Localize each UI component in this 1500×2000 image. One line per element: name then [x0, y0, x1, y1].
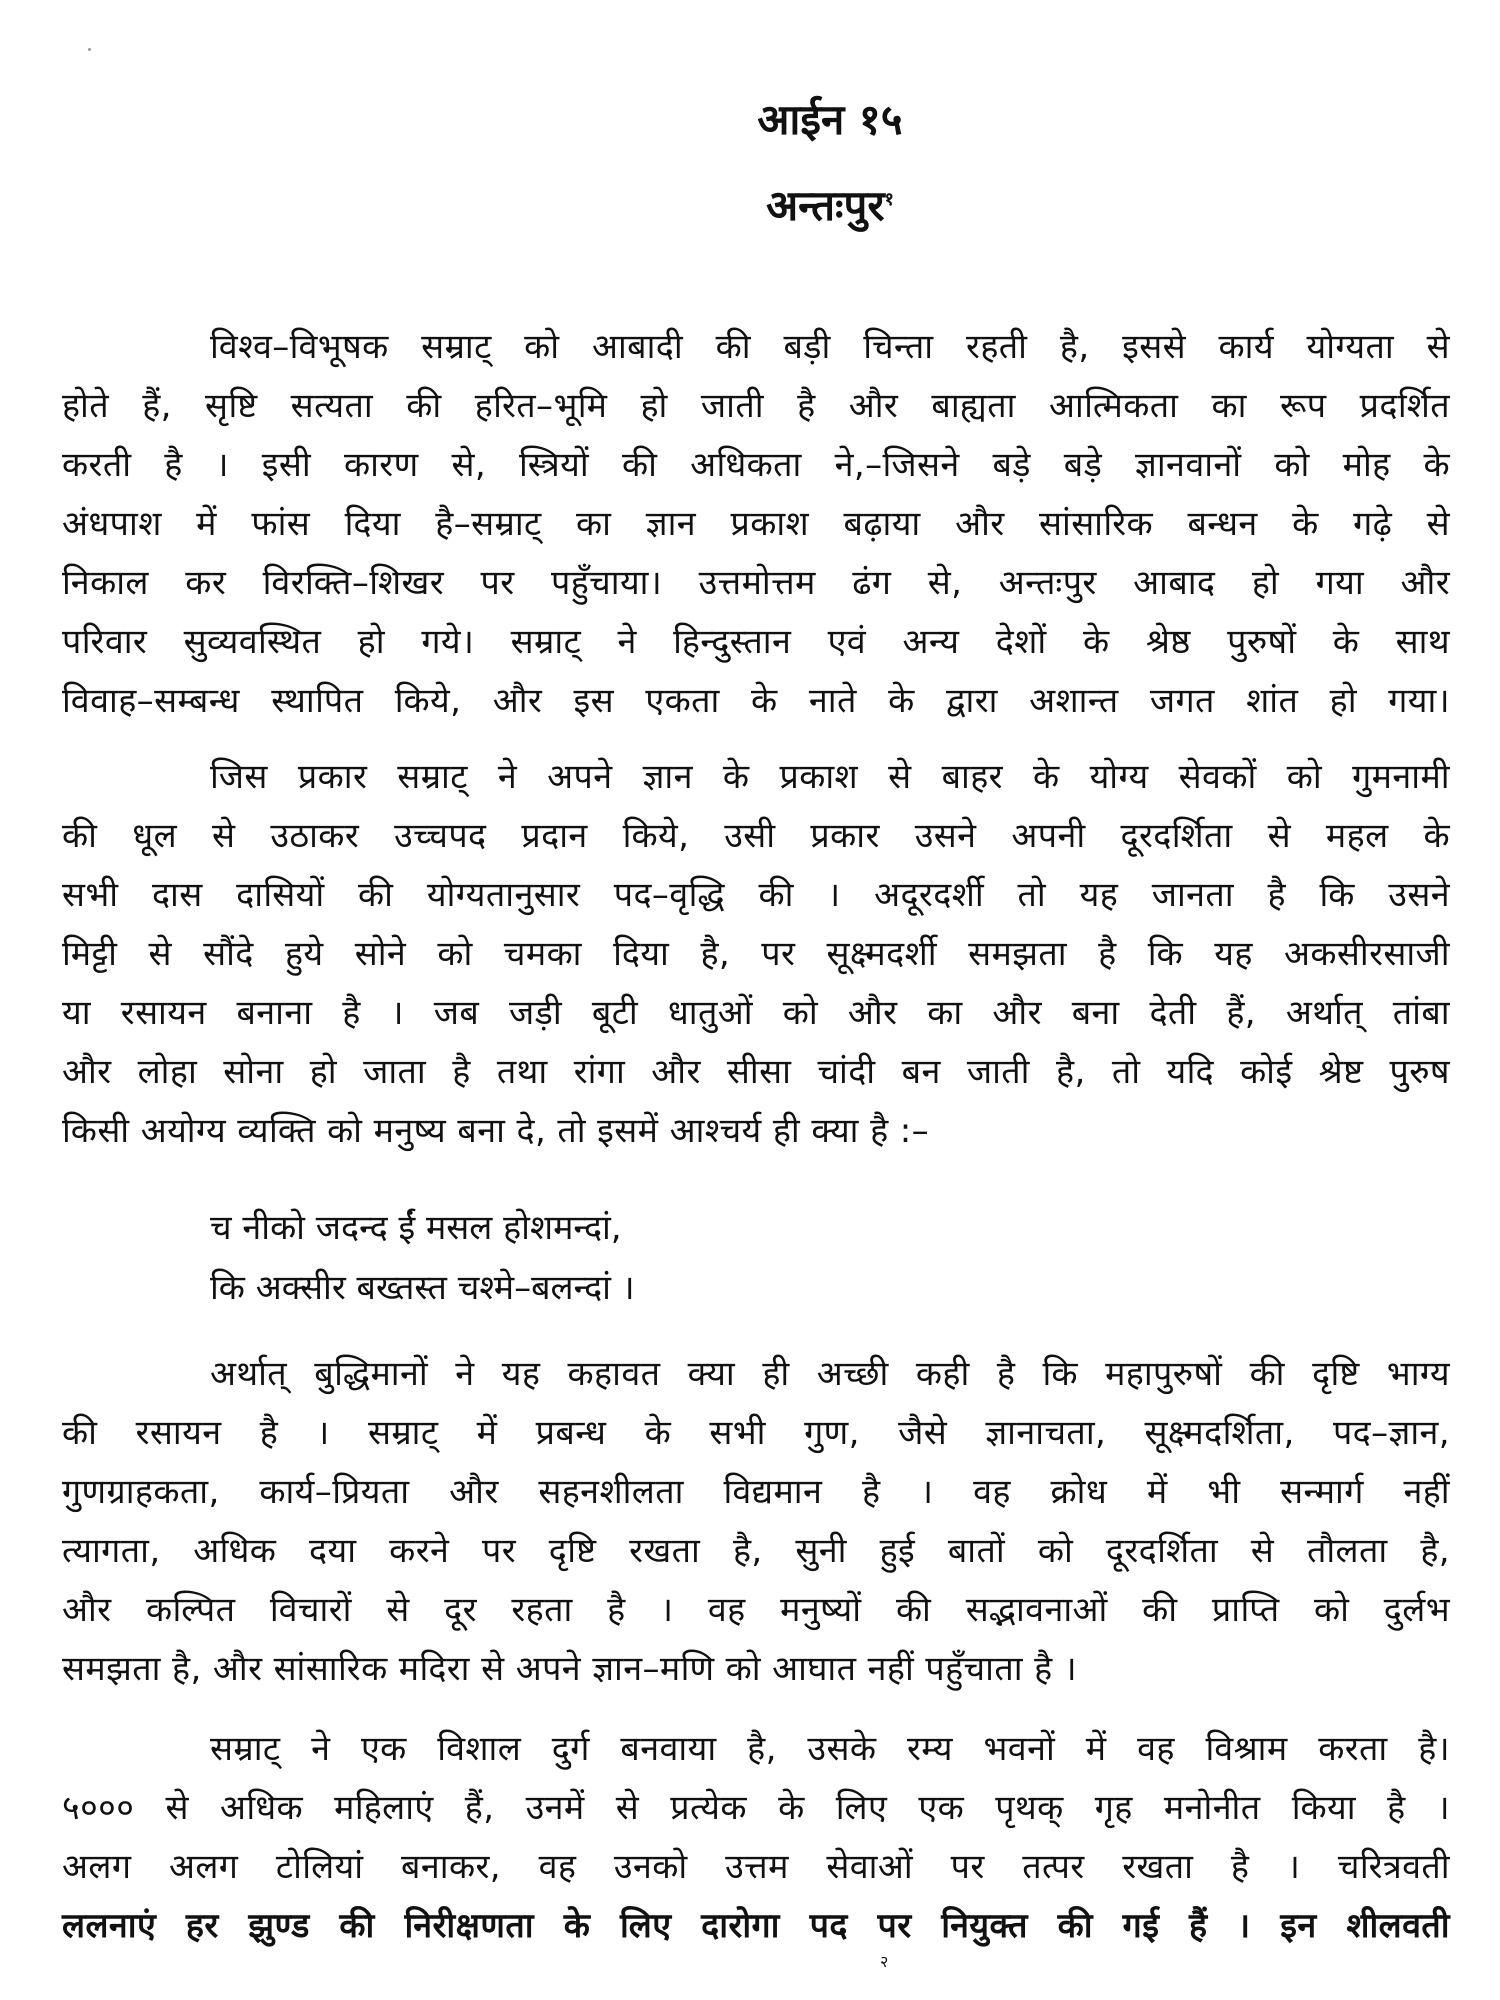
persian-verse — [210, 1198, 635, 1318]
paragraph-line: अर्थात् बुद्धिमानों ने यह कहावत क्या ही अच्छी कही है कि महापुरुषों की दृष्टि भाग्य — [210, 1354, 1450, 1394]
paragraph-line: करती है । इसी कारण से, स्त्रियों की अधिकता ने,–जिसने बड़े बड़े ज्ञानवानों को मोह के — [62, 445, 1450, 485]
paragraph-line: जिस प्रकार सम्राट् ने अपने ज्ञान के प्रकाश से बाहर के योग्य सेवकों को गुमनामी — [210, 757, 1450, 797]
paragraph-line: सम्राट् ने एक विशाल दुर्ग बनवाया है, उसके रम्य भवनों में वह विश्राम करता है। — [210, 1729, 1450, 1769]
paragraph-line: अलग अलग टोलियां बनाकर, वह उनको उत्तम सेवाओं पर तत्पर रखता है । चरित्रवती — [62, 1847, 1450, 1887]
paragraph-line: अंधपाश में फांस दिया है–सम्राट् का ज्ञान प्रकाश बढ़ाया और सांसारिक बन्धन के गढ़े से — [62, 504, 1450, 544]
paragraph-4 — [62, 1720, 1450, 1956]
section-title-text: अन्तःपुर — [766, 181, 885, 230]
paragraph-line: किसी अयोग्य व्यक्ति को मनुष्य बना दे, तो इसमें आश्चर्य ही क्या है :– — [62, 1111, 929, 1151]
paragraph-1 — [62, 318, 1450, 731]
paragraph-line: ललनाएं हर झुण्ड की निरीक्षणता के लिए दारोगा पद पर नियुक्त की गई हैं । इन शीलवती — [62, 1906, 1450, 1946]
paragraph-line: त्यागता, अधिक दया करने पर दृष्टि रखता है, सुनी हुई बातों को दूरदर्शिता से तौलता है, — [62, 1531, 1450, 1571]
paragraph-line: और लोहा सोना हो जाता है तथा रांगा और सीसा चांदी बन जाती है, तो यदि कोई श्रेष्ट पुरुष — [62, 1052, 1450, 1092]
paragraph-line-with-footnote — [62, 1897, 1450, 1956]
paragraph-line: गुणग्राहकता, कार्य–प्रियता और सहनशीलता विद्यमान है । वह क्रोध में भी सन्मार्ग नहीं — [62, 1472, 1450, 1512]
paragraph-line: परिवार सुव्यवस्थित हो गये। सम्राट् ने हिन्दुस्तान एवं अन्य देशों के श्रेष्ठ पुरुषों के साथ — [62, 622, 1450, 662]
paragraph-line: होते हैं, सृष्टि सत्यता की हरित–भूमि हो जाती है और बाह्यता आत्मिकता का रूप प्रदर्शित — [62, 386, 1450, 426]
paragraph-2 — [62, 748, 1450, 1161]
document-page: आईन १५ अन्तःपुर$^१$ विश्व–विभूषक सम्राट् को आबादी की बड़ी चिन्ता रहती है, इससे कार्य योग्यता से होते हैं, सृष्टि सत्यता की हरित–भूमि हो जाती है और बाह्यता आत्मिकता का रूप प्रदर्शित करती है । इसी कारण से, स्त्रियों की अधिकता ने,–जिसने बड़े बड़े ज्ञानवानों को मोह के अंधपाश में फांस दिया है–सम्राट् का ज्ञान प्रकाश बढ़ाया और सांसारिक बन्धन के गढ़े से निकाल कर विरक्ति–शिखर पर पहुँचाया। उत्तमोत्तम ढंग से, अन्तःपुर आबाद हो गया और परिवार सुव्यवस्थित हो गये। सम्राट् ने हिन्दुस्तान एवं अन्य देशों के श्रेष्ठ पुरुषों के साथ विवाह–सम्बन्ध स्थापित किये, और इस एकता के नाते के द्वारा अशान्त जगत शांत हो गया। जिस प्रकार सम्राट् ने अपने ज्ञान के प्रकाश से बाहर के योग्य सेवकों को गुमनामी की धूल से उठाकर उच्चपद प्रदान किये, उसी प्रकार उसने अपनी दूरदर्शिता से महल के सभी दास दासियों की योग्यतानुसार पद–वृद्धि की । अदूरदर्शी तो यह जानता है कि उसने मिट्टी से सौंदे हुये सोने को चमका दिया है, पर सूक्ष्मदर्शी समझता है कि यह अकसीरसाजी या रसायन बनाना है । जब जड़ी बूटी धातुओं को और का और बना देती हैं, अर्थात् तांबा और लोहा सोना हो जाता है तथा रांगा और सीसा चांदी बन जाती है, तो यदि कोई श्रेष्ट पुरुष किसी अयोग्य व्यक्ति को मनुष्य बना दे, तो इसमें आश्चर्य ही क्या है :– च नीको जदन्द ईं मसल होशमन्दां, कि अक्सीर बख्तस्त चश्मे–बलन्दां । अर्थात् बुद्धिमानों ने यह कहावत क्या ही अच्छी कही है कि महापुरुषों की दृष्टि भाग्य की रसायन है । सम्राट् में प्रबन्ध के सभी गुण, जैसे ज्ञानाचता, सूक्ष्मदर्शिता, पद–ज्ञान, गुणग्राहकता, कार्य–प्रियता और सहनशीलता विद्यमान है । वह क्रोध में भी सन्मार्ग नहीं त्यागता, अधिक दया करने पर दृष्टि रखता है, सुनी हुई बातों को दूरदर्शिता से तौलता है, और कल्पित विचारों से दूर रहता है । वह मनुष्यों की सद्भावनाओं की प्राप्ति को दुर्लभ समझता है, और सांसारिक मदिरा से अपने ज्ञान–मणि को आघात नहीं पहुँचाता है । सम्राट् ने एक विशाल दुर्ग बनवाया है, उसके रम्य भवनों में वह विश्राम करता है। ५००० से अधिक महिलाएं हैं, उनमें से प्रत्येक के लिए एक पृथक् गृह मनोनीत किया है । अलग अलग टोलियां बनाकर, वह उनको उत्तम सेवाओं पर तत्पर रखता है । चरित्रवती ललनाएं हर झुण्ड की निरीक्षणता के लिए दारोगा पद पर नियुक्त की गई हैं । इन शीलवती २ — [0, 0, 1500, 2000]
paragraph-line: की धूल से उठाकर उच्चपद प्रदान किये, उसी प्रकार उसने अपनी दूरदर्शिता से महल के — [62, 816, 1450, 856]
paragraph-line: निकाल कर विरक्ति–शिखर पर पहुँचाया। उत्तमोत्तम ढंग से, अन्तःपुर आबाद हो गया और — [62, 563, 1450, 603]
paragraph-line: ५००० से अधिक महिलाएं हैं, उनमें से प्रत्येक के लिए एक पृथक् गृह मनोनीत किया है । — [62, 1788, 1450, 1828]
title-footnote-marker: १ — [884, 189, 894, 210]
chapter-heading-text: आईन १५ — [757, 95, 903, 144]
verse-line: कि अक्सीर बख्तस्त चश्मे–बलन्दां । — [210, 1268, 635, 1308]
verse-line: च नीको जदन्द ईं मसल होशमन्दां, — [210, 1208, 622, 1248]
scan-speck — [88, 48, 91, 51]
paragraph-line: और कल्पित विचारों से दूर रहता है । वह मनुष्यों की सद्भावनाओं की प्राप्ति को दुर्लभ — [62, 1590, 1450, 1630]
paragraph-line: या रसायन बनाना है । जब जड़ी बूटी धातुओं को और का और बना देती हैं, अर्थात् तांबा — [62, 993, 1450, 1033]
paragraph-line: सभी दास दासियों की योग्यतानुसार पद–वृद्धि की । अदूरदर्शी तो यह जानता है कि उसने — [62, 875, 1450, 915]
paragraph-line: मिट्टी से सौंदे हुये सोने को चमका दिया है, पर सूक्ष्मदर्शी समझता है कि यह अकसीरसाजी — [62, 934, 1450, 974]
paragraph-line: विश्व–विभूषक सम्राट् को आबादी की बड़ी चिन्ता रहती है, इससे कार्य योग्यता से — [210, 327, 1450, 367]
paragraph-3 — [62, 1345, 1450, 1699]
paragraph-line: विवाह–सम्बन्ध स्थापित किये, और इस एकता के नाते के द्वारा अशान्त जगत शांत हो गया। — [62, 681, 1450, 721]
section-title — [0, 178, 1500, 234]
paragraph-line: की रसायन है । सम्राट् में प्रबन्ध के सभी गुण, जैसे ज्ञानाचता, सूक्ष्मदर्शिता, पद–ज्ञान, — [62, 1413, 1450, 1453]
paragraph-line: समझता है, और सांसारिक मदिरा से अपने ज्ञान–मणि को आघात नहीं पहुँचाता है । — [62, 1649, 1078, 1689]
chapter-heading — [0, 92, 1500, 148]
